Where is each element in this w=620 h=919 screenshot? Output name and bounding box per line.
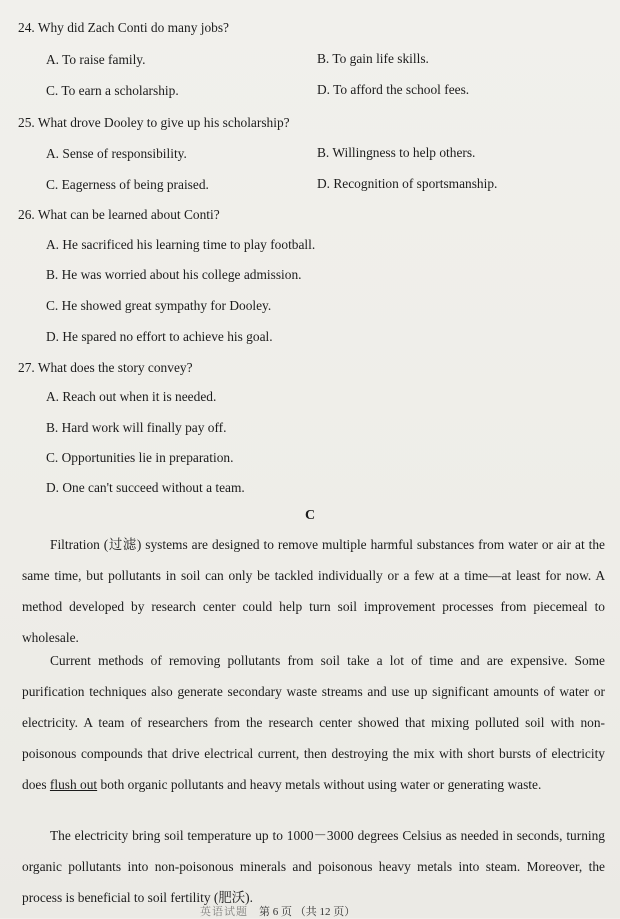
question-24-option-c: C. To earn a scholarship. [46,83,179,98]
passage-paragraph-3-text: The electricity bring soil temperature up to 1000－3000 degrees Celsius as needed in seconds, turning organic pollutants into non-poisonous minerals and poisonous heavy metals into steam. Moreover, the process is beneficial to soil fertility (肥沃). [22,828,605,905]
question-24-option-b: B. To gain life skills. [317,51,429,66]
question-26-option-b: B. He was worried about his college admission. [46,267,302,282]
passage-paragraph-3 [22,820,605,913]
question-24-stem: 24. Why did Zach Conti do many jobs? [18,20,230,35]
page-footer [200,903,355,919]
passage-paragraph-1 [22,529,605,653]
question-26-option-d: D. He spared no effort to achieve his goal. [46,329,273,344]
footer-page-number: 第 6 页 （共 12 页） [259,906,356,918]
passage-paragraph-2-text-a: Current methods of removing pollutants from soil take a lot of time and are expensive. Some purification techniques also generate secondary waste streams and use up significant amounts of water or electricity. A team of researchers from the research center showed that mixing polluted soil with non-poisonous compounds that drive electrical current, then destroying the mix with short bursts of electricity does [22,653,605,792]
question-27-stem: 27. What does the story convey? [18,360,193,375]
question-27-option-d: D. One can't succeed without a team. [46,480,245,495]
section-heading: C [304,508,316,523]
question-24-option-d: D. To afford the school fees. [317,82,470,97]
passage-paragraph-1-text: Filtration (过滤) systems are designed to remove multiple harmful substances from water or air at the same time, but pollutants in soil can only be tackled individually or a few at a time—at least for now. A method developed by research center could help turn soil improvement processes from piecemeal to wholesale. [22,537,605,645]
question-27-option-b: B. Hard work will finally pay off. [46,420,227,435]
question-25-stem: 25. What drove Dooley to give up his scholarship? [18,115,290,130]
question-25-option-c: C. Eagerness of being praised. [46,177,209,192]
question-27-option-c: C. Opportunities lie in preparation. [46,450,234,465]
footer-subject: 英语试题 [200,906,248,918]
question-24-option-a: A. To raise family. [46,52,146,67]
question-26-option-a: A. He sacrificed his learning time to play football. [46,237,316,252]
underlined-phrase: flush out [49,777,98,792]
question-26-option-c: C. He showed great sympathy for Dooley. [46,298,272,313]
bleed-through-text [300,12,610,42]
question-25-option-a: A. Sense of responsibility. [46,146,187,161]
question-25-option-b: B. Willingness to help others. [317,145,476,160]
question-26-stem: 26. What can be learned about Conti? [18,207,220,222]
question-27-option-a: A. Reach out when it is needed. [46,389,217,404]
question-25-option-d: D. Recognition of sportsmanship. [317,176,498,191]
passage-paragraph-2-text-b: both organic pollutants and heavy metals without using water or generating waste. [97,777,542,792]
passage-paragraph-2 [22,645,605,800]
